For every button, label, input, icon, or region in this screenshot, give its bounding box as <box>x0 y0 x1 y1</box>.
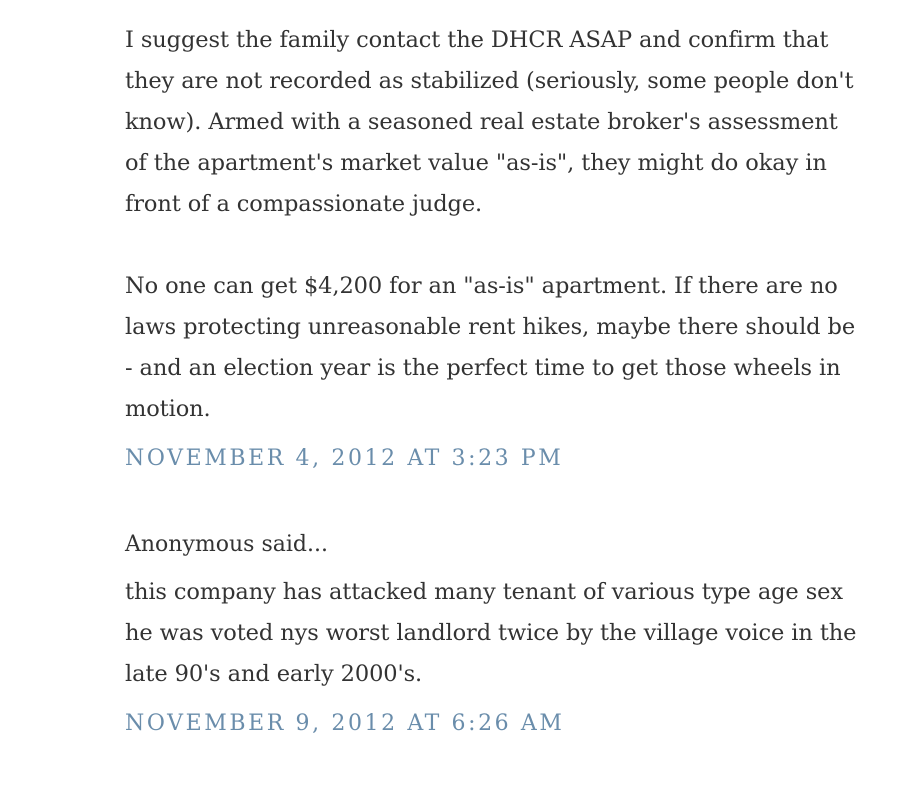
comment-paragraph: I suggest the family contact the DHCR ASAP and confirm that they are not recorded as stabilized (seriously, some people don't know). Armed with a seasoned real estate broker's assessment of the apartment's market value "as-is", they might do okay in front of a compassionate judge. <box>125 27 854 217</box>
comment-body <box>125 20 865 430</box>
comment-2 <box>125 530 865 739</box>
comment-paragraph: No one can get $4,200 for an "as-is" apartment. If there are no laws protecting unreasonable rent hikes, maybe there should be - and an election year is the perfect time to get those wheels in motion. <box>125 273 856 422</box>
comment-body <box>125 572 865 695</box>
comments-section <box>125 20 865 739</box>
comment-author: Anonymous said... <box>125 532 328 557</box>
comment-paragraph: this company has attacked many tenant of various type age sex he was voted nys worst landlord twice by the village voice in the late 90's and early 2000's. <box>125 579 857 687</box>
comment-timestamp-link[interactable]: NOVEMBER 9, 2012 AT 6:26 AM <box>125 711 565 736</box>
comment-1 <box>125 20 865 474</box>
comment-timestamp-link[interactable]: NOVEMBER 4, 2012 AT 3:23 PM <box>125 446 564 471</box>
